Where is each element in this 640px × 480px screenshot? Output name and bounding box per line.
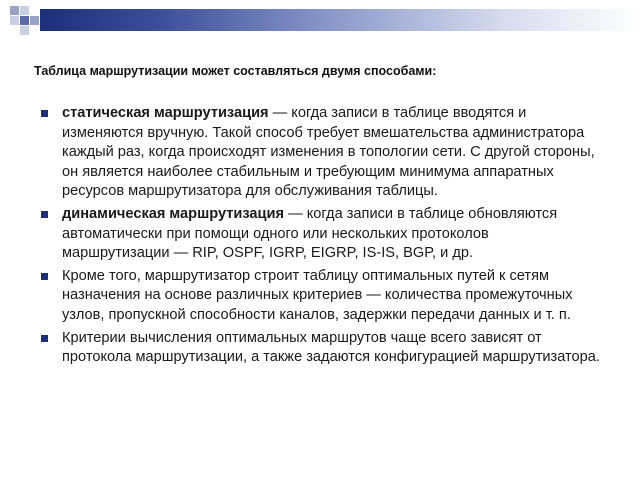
decor-square xyxy=(20,26,29,35)
decor-square xyxy=(20,16,29,25)
list-item xyxy=(40,104,600,202)
header-decoration xyxy=(0,0,640,40)
slide-title: Таблица маршрутизации может составляться двумя способами: xyxy=(34,64,437,78)
item-term: статическая маршрутизация xyxy=(62,105,269,121)
item-term: динамическая маршрутизация xyxy=(62,205,285,222)
list-item xyxy=(40,329,600,368)
bullet-square-icon xyxy=(41,273,48,280)
header-gradient-bar xyxy=(40,9,640,31)
list-item xyxy=(40,205,600,264)
item-text: Критерии вычисления оптимальных маршрутов чаще всего зависят от протокола маршрутизации, а также задаются конфигурацией маршрутизатора. xyxy=(62,329,600,366)
bullet-list xyxy=(40,104,600,371)
list-item xyxy=(40,267,600,326)
decor-square xyxy=(20,6,29,15)
decor-square xyxy=(10,6,19,15)
item-text: Кроме того, маршрутизатор строит таблицу оптимальных путей к сетям назначения на основе различных критериев — количества промежуточных узлов, пропускной способности каналов, задержки передачи данных и т. п. xyxy=(62,267,573,323)
decor-square xyxy=(10,16,19,25)
bullet-square-icon xyxy=(41,335,48,342)
bullet-square-icon xyxy=(41,110,48,117)
item-text: — когда записи в таблице вводятся и изменяются вручную. Такой способ требует вмешательства администратора каждый раз, когда происходят изменения в топологии сети. С другой стороны, он является наиболее стабильным и требующим минимума аппаратных ресурсов маршрутизатора для обслуживания таблицы. xyxy=(62,105,595,200)
item-text: — когда записи в таблице обновляются автоматически при помощи одного или нескольких протоколов маршрутизации — RIP, OSPF, IGRP, EIGRP, IS-IS, BGP, и др. xyxy=(62,205,558,262)
bullet-square-icon xyxy=(41,211,48,218)
decor-square xyxy=(30,16,39,25)
